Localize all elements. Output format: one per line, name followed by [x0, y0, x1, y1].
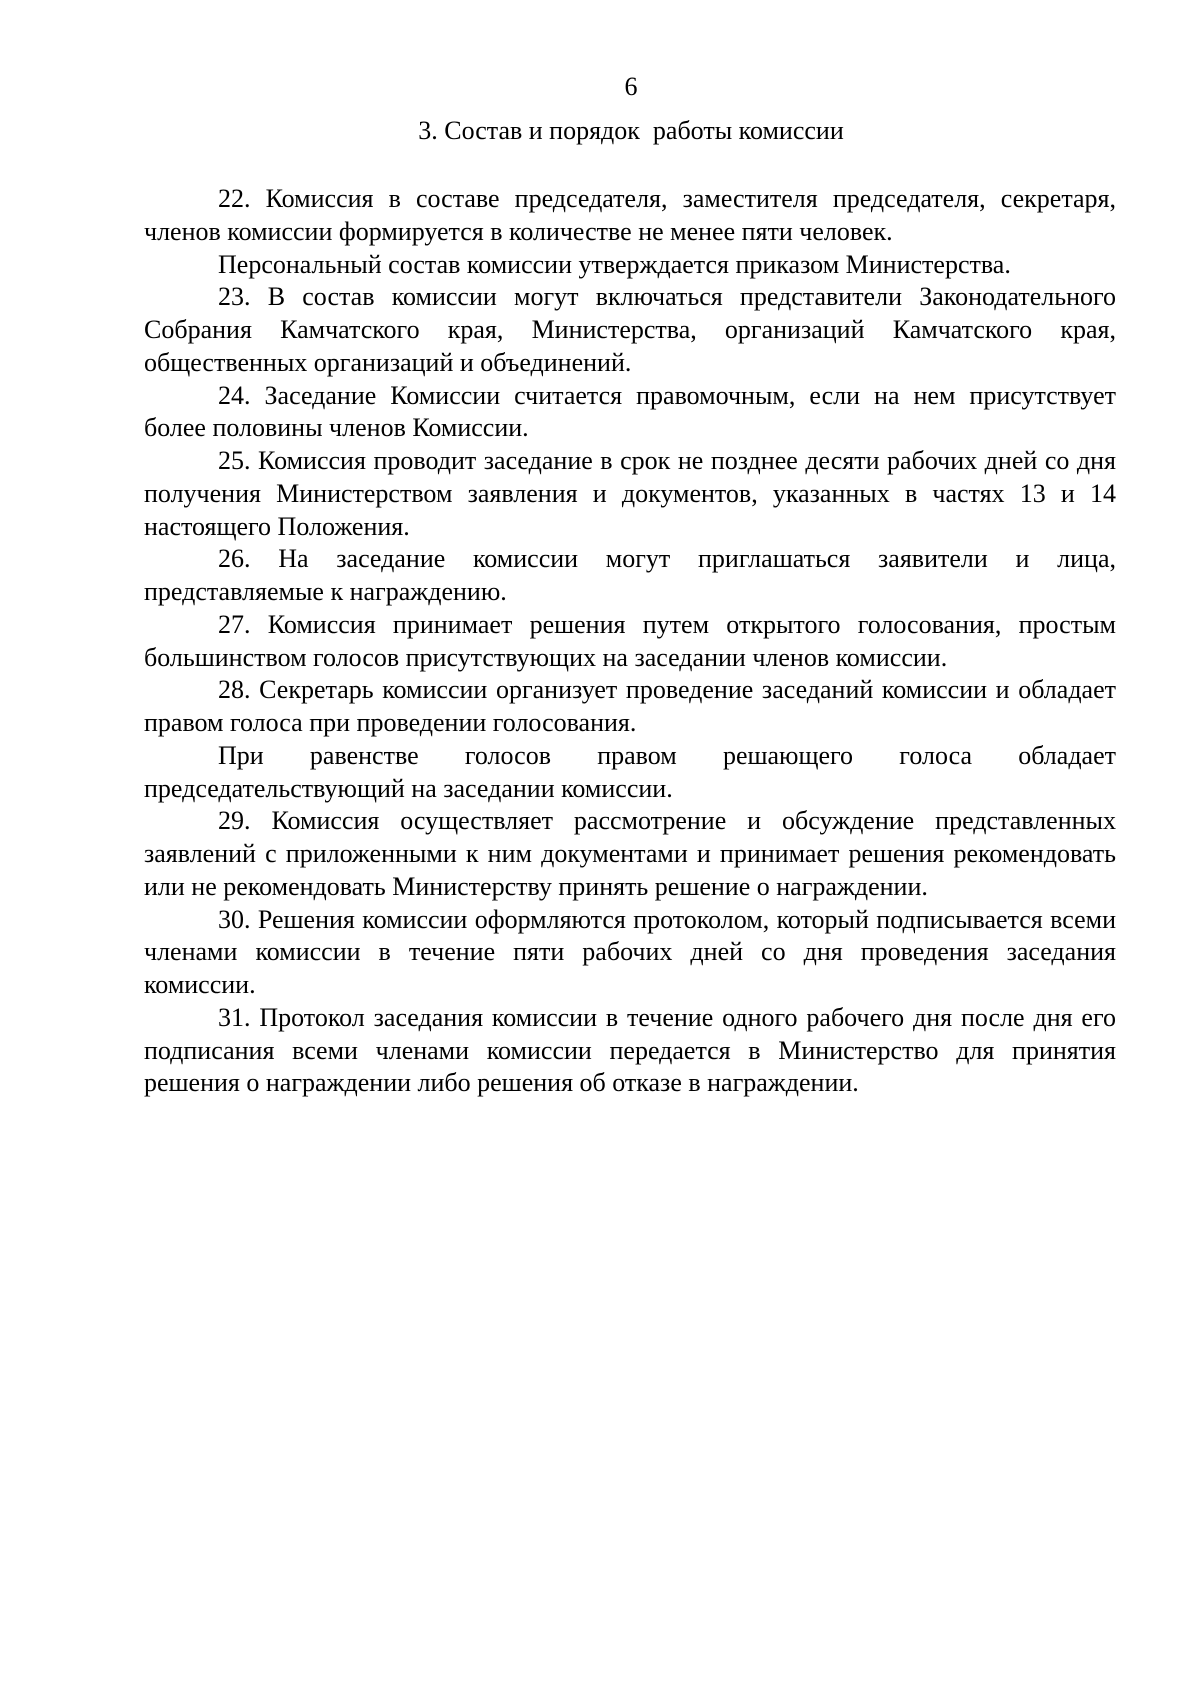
paragraph-28-tie-vote: При равенстве голосов правом решающего голоса обладает председательствующий на заседании комиссии.: [144, 740, 1116, 803]
paragraph-30: 30. Решения комиссии оформляются протоколом, который подписывается всеми членами комиссии в течение пяти рабочих дней со дня проведения заседания комиссии.: [144, 904, 1116, 999]
paragraph-26: 26. На заседание комиссии могут приглашаться заявители и лица, представляемые к награждению.: [144, 544, 1116, 606]
page-number: 6: [624, 72, 638, 101]
paragraph-27: 27. Комиссия принимает решения путем открытого голосования, простым большинством голосов присутствующих на заседании членов комиссии.: [144, 609, 1116, 672]
document-body: [144, 183, 1116, 1100]
paragraph-25: 25. Комиссия проводит заседание в срок не позднее десяти рабочих дней со дня получения Министерством заявления и документов, указанных в частях 13 и 14 настоящего Положения.: [144, 446, 1116, 541]
paragraph-23: 23. В состав комиссии могут включаться представители Законодательного Собрания Камчатского края, Министерства, организаций Камчатского края, общественных организаций и объединений.: [144, 282, 1116, 377]
paragraph-29: 29. Комиссия осуществляет рассмотрение и обсуждение представленных заявлений с приложенными к ним документами и принимает решения рекомендовать или не рекомендовать Министерству принять решение о награждении.: [144, 806, 1116, 901]
paragraph-22: 22. Комиссия в составе председателя, заместителя председателя, секретаря, членов комиссии формируется в количестве не менее пяти человек.: [144, 184, 1116, 246]
paragraph-28: 28. Секретарь комиссии организует проведение заседаний комиссии и обладает правом голоса при проведении голосования.: [144, 675, 1116, 737]
paragraph-31: 31. Протокол заседания комиссии в течение одного рабочего дня после дня его подписания всеми членами комиссии передается в Министерство для принятия решения о награждении либо решения об отказе в награждении.: [144, 1002, 1116, 1098]
paragraph-24: 24. Заседание Комиссии считается правомочным, если на нем присутствует более половины членов Комиссии.: [144, 380, 1116, 443]
paragraph-22-personnel: Персональный состав комиссии утверждается приказом Министерства.: [218, 249, 1011, 279]
section-title: 3. Состав и порядок работы комиссии: [418, 116, 844, 145]
